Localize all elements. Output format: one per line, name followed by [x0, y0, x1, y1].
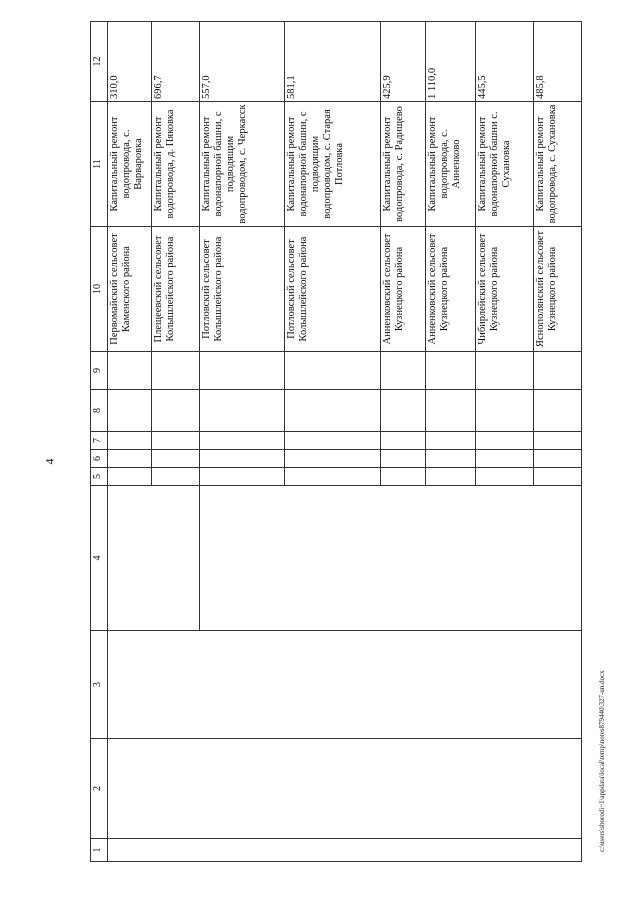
settlement-cell: Потловский сельсовет Колышлейского района [200, 227, 285, 352]
empty-cell [534, 352, 582, 390]
empty-cell [381, 450, 426, 468]
header-cell: 7 [91, 432, 108, 450]
amount-cell: 485,8 [534, 22, 582, 102]
empty-cell [108, 432, 152, 450]
empty-cell [200, 352, 285, 390]
empty-cell [426, 432, 476, 450]
empty-cell [108, 839, 582, 862]
settlement-cell: Яснополянский сельсовет Кузнецкого района [534, 227, 582, 352]
page-number: 4 [42, 458, 57, 465]
empty-cell [534, 468, 582, 486]
empty-cell [381, 468, 426, 486]
empty-cell [285, 432, 381, 450]
empty-cell [476, 352, 534, 390]
footer-file-path: c:\users\sborodi~1\appdata\local\temp\notes879440\327-un.docx [598, 670, 606, 852]
header-cell: 12 [91, 22, 108, 102]
empty-cell [381, 390, 426, 432]
empty-cell [108, 352, 152, 390]
header-cell: 11 [91, 102, 108, 227]
header-cell: 5 [91, 468, 108, 486]
empty-cell [152, 450, 200, 468]
settlement-cell: Первомайский сельсовет Каменского района [108, 227, 152, 352]
work-description-cell: Капитальный ремонт водопровода, д. Пяковка [152, 102, 200, 227]
empty-cell [152, 352, 200, 390]
work-description-cell: Капитальный ремонт водонапорной башни, с подводящим водопроводом, с. Старая Потловка [285, 102, 381, 227]
empty-cell [108, 739, 582, 839]
amount-cell: 445,5 [476, 22, 534, 102]
empty-cell [200, 390, 285, 432]
settlement-cell: Плещеевский сельсовет Колышлейского района [152, 227, 200, 352]
empty-cell [108, 390, 152, 432]
work-description-cell: Капитальный ремонт водопровода, с. Анненково [426, 102, 476, 227]
empty-cell [476, 468, 534, 486]
rotated-table-wrapper [90, 22, 582, 862]
header-cell: 10 [91, 227, 108, 352]
amount-cell: 557,0 [200, 22, 285, 102]
settlement-cell: Анненковский сельсовет Кузнецкого района [426, 227, 476, 352]
empty-cell [108, 450, 152, 468]
work-description-cell: Капитальный ремонт водопровода, с. Радищево [381, 102, 426, 227]
empty-cell [426, 468, 476, 486]
table-row [108, 22, 152, 862]
amount-cell: 425,9 [381, 22, 426, 102]
empty-cell [426, 390, 476, 432]
header-cell: 6 [91, 450, 108, 468]
empty-cell [285, 468, 381, 486]
settlement-cell: Анненковский сельсовет Кузнецкого района [381, 227, 426, 352]
empty-cell [152, 390, 200, 432]
header-cell: 9 [91, 352, 108, 390]
empty-cell [152, 432, 200, 450]
empty-cell [108, 631, 582, 739]
empty-cell [285, 450, 381, 468]
empty-cell [108, 486, 200, 631]
empty-cell [534, 450, 582, 468]
empty-cell [285, 390, 381, 432]
header-cell: 2 [91, 739, 108, 839]
empty-cell [108, 468, 152, 486]
empty-cell [476, 450, 534, 468]
empty-cell [200, 486, 582, 631]
settlement-cell: Потловский сельсовет Колышлейского района [285, 227, 381, 352]
data-table [90, 21, 582, 862]
empty-cell [200, 450, 285, 468]
empty-cell [476, 432, 534, 450]
empty-cell [152, 468, 200, 486]
work-description-cell: Капитальный ремонт водонапорной башни, с подводящим водопроводом, с. Черкасск [200, 102, 285, 227]
amount-cell: 1 110,0 [426, 22, 476, 102]
table-header-row [91, 22, 108, 862]
header-cell: 8 [91, 390, 108, 432]
settlement-cell: Чибирлейский сельсовет Кузнецкого района [476, 227, 534, 352]
amount-cell: 696,7 [152, 22, 200, 102]
empty-cell [476, 390, 534, 432]
empty-cell [200, 468, 285, 486]
amount-cell: 310,0 [108, 22, 152, 102]
work-description-cell: Капитальный ремонт водопровода, с. Варваровка [108, 102, 152, 227]
empty-cell [426, 352, 476, 390]
empty-cell [426, 450, 476, 468]
header-cell: 3 [91, 631, 108, 739]
work-description-cell: Капитальный ремонт водопровода, с. Сухановка [534, 102, 582, 227]
empty-cell [381, 432, 426, 450]
empty-cell [200, 432, 285, 450]
empty-cell [285, 352, 381, 390]
amount-cell: 581,1 [285, 22, 381, 102]
header-cell: 1 [91, 839, 108, 862]
empty-cell [381, 352, 426, 390]
work-description-cell: Капитальный ремонт водонапорной башни с. Сухановка [476, 102, 534, 227]
header-cell: 4 [91, 486, 108, 631]
empty-cell [534, 432, 582, 450]
empty-cell [534, 390, 582, 432]
